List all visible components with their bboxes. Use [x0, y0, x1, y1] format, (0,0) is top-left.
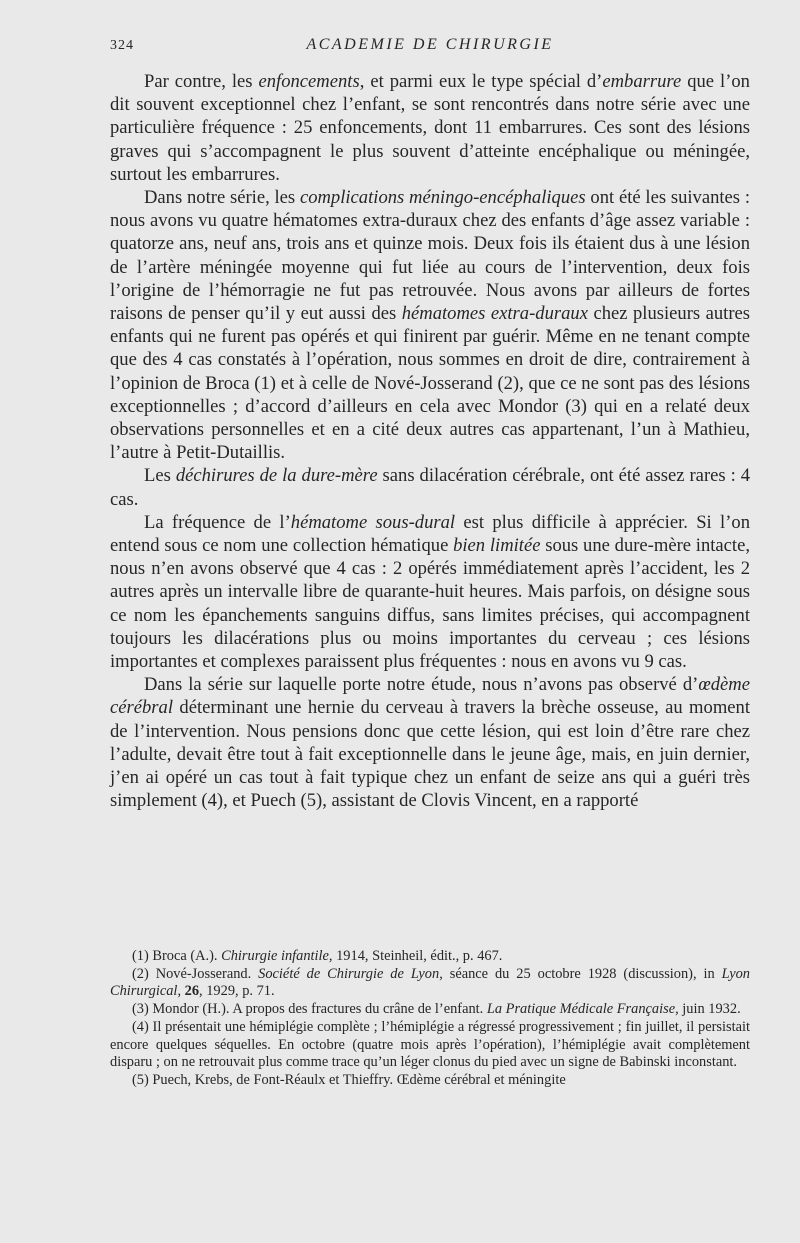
page-number: 324	[110, 38, 134, 53]
paragraph	[110, 464, 750, 510]
text-run: Dans notre série, les	[144, 187, 300, 209]
italic-run: bien limitée	[453, 535, 541, 557]
italic-run: complications méningo-encéphaliques	[299, 187, 586, 209]
italic-run: La Pratique Médicale Française	[486, 1001, 676, 1018]
text-run: chez plusieurs autres enfants qui ne furent pas opérés et qui finirent par guérir. Même en ne tenant compte que des 4 cas constatés à l’opération, nous sommes en droit de dire, contrairement à l’opinion de Broca (1) et à celle de Nové-Josserand (2), que ce ne sont pas des lésions exceptionnelles ; d’accord d’ailleurs en cela avec Mondor (3) qui en a relaté deux observations personnelles et en a cité deux autres cas appartenant, l’un à Mathieu, l’autre à Petit-Dutaillis.	[110, 303, 750, 464]
italic-run: hématome sous-dural	[290, 511, 456, 533]
text-run: (1) Broca (A.).	[132, 948, 222, 964]
paragraph	[110, 673, 750, 812]
text-run: (3) Mondor (H.). A propos des fractures du crâne de l’enfant.	[132, 1001, 487, 1018]
text-run: (4) Il présentait une hémiplégie complète ; l’hémiplégie a régressé progressivement ; fin juillet, il persistait encore quelques séquelles. En octobre (quatre mois après l’opération), l’hémiplégie avait complètement disparu ; on ne retrouvait plus comme trace qu’un léger clonus du pied avec un signe de Babinski inconstant.	[110, 1018, 750, 1071]
text-run: , et parmi eux le type spécial d’	[359, 71, 603, 92]
text-run: est plus difficile à apprécier. Si l’on entend sous ce nom une collection hématique	[110, 511, 750, 557]
italic-run: embarrure	[602, 71, 682, 92]
text-run: que l’on dit souvent exceptionnel chez l’enfant, se sont rencontrés dans notre série avec une particulière fréquence : 25 enfoncements, dont 11 embarrures. Ces sont des lésions graves qui s’accompagnent le plus souvent d’atteinte encéphalique ou méningée, surtout les embarrures.	[110, 71, 750, 185]
footnote	[110, 1072, 750, 1090]
text-run: sans dilacération cérébrale, ont été assez rares : 4 cas.	[110, 465, 750, 510]
paragraph	[110, 511, 750, 673]
footnote	[110, 1001, 750, 1019]
body-text	[110, 70, 750, 813]
text-run: sous une dure-mère intacte, nous n’en avons observé que 4 cas : 2 opérés immédiatement après l’accident, les 2 autres après un intervalle libre de quarante-huit heures. Mais parfois, on désigne sous ce nom les épanchements sanguins diffus, sans limites précises, qui accompagnent toujours les dilacérations plus ou moins importantes du cerveau ; ces lésions importantes et complexes paraissent plus fréquentes : nous en avons vu 9 cas.	[110, 535, 750, 673]
text-run: , 1929, p. 71.	[199, 983, 275, 1000]
footnotes	[110, 948, 750, 1090]
running-title: ACADEMIE DE CHIRURGIE	[306, 36, 554, 53]
paragraph	[110, 186, 750, 464]
paragraph	[110, 70, 750, 186]
text-run: (2) Nové-Josserand.	[132, 965, 259, 982]
footnote	[110, 1019, 750, 1072]
italic-run: Chirurgie infantile	[221, 948, 329, 964]
text-run: ont été les suivantes : nous avons vu quatre hématomes extra-duraux chez des enfants d’âge assez variable : quatorze ans, neuf ans, trois ans et quinze mois. Deux fois ils étaient dus à une lésion de l’artère méningée moyenne qui fut liée au cours de l’intervention, deux fois l’origine de l’hémorragie ne fut pas retrouvée. Nous avons par ailleurs de fortes raisons de penser qu’il y eut aussi des	[110, 187, 750, 325]
text-run: (5) Puech, Krebs, de Font-Réaulx et Thieffry. Œdème cérébral et méningite	[132, 1071, 566, 1088]
italic-run: œdème cérébral	[110, 674, 750, 719]
footnote	[110, 948, 750, 966]
footnote	[110, 966, 750, 1001]
italic-run: Lyon Chirurgical	[110, 965, 750, 1000]
italic-run: enfoncements	[258, 71, 360, 92]
text-run: Les	[144, 465, 176, 487]
text-run: , 1914, Steinheil, édit., p. 467.	[328, 948, 503, 964]
italic-run: hématomes extra-duraux	[401, 303, 588, 325]
text-run: déterminant une hernie du cerveau à travers la brèche osseuse, au moment de l’intervention. Nous pensions donc que cette lésion, qui est loin d’être rare chez l’adulte, devait être tout à fait exceptionnelle dans le jeune âge, mais, en juin dernier, j’en ai opéré un cas tout à fait typique chez un enfant de seize ans qui a guéri très simplement (4), et Puech (5), assistant de Clovis Vincent, en a rapporté	[110, 697, 750, 812]
italic-run: Société de Chirurgie de Lyon	[258, 965, 440, 982]
text-run: ,	[177, 983, 185, 1000]
running-header	[110, 34, 750, 58]
text-run: Par contre, les	[144, 71, 259, 92]
text-run: , séance du 25 octobre 1928 (discussion), in	[439, 965, 722, 982]
text-run: , juin 1932.	[675, 1001, 741, 1018]
text-run: La fréquence de l’	[144, 511, 291, 533]
bold-run: 26	[184, 983, 200, 1000]
text-run: Dans la série sur laquelle porte notre étude, nous n’avons pas observé d’	[144, 674, 699, 696]
italic-run: déchirures de la dure-mère	[175, 465, 378, 487]
